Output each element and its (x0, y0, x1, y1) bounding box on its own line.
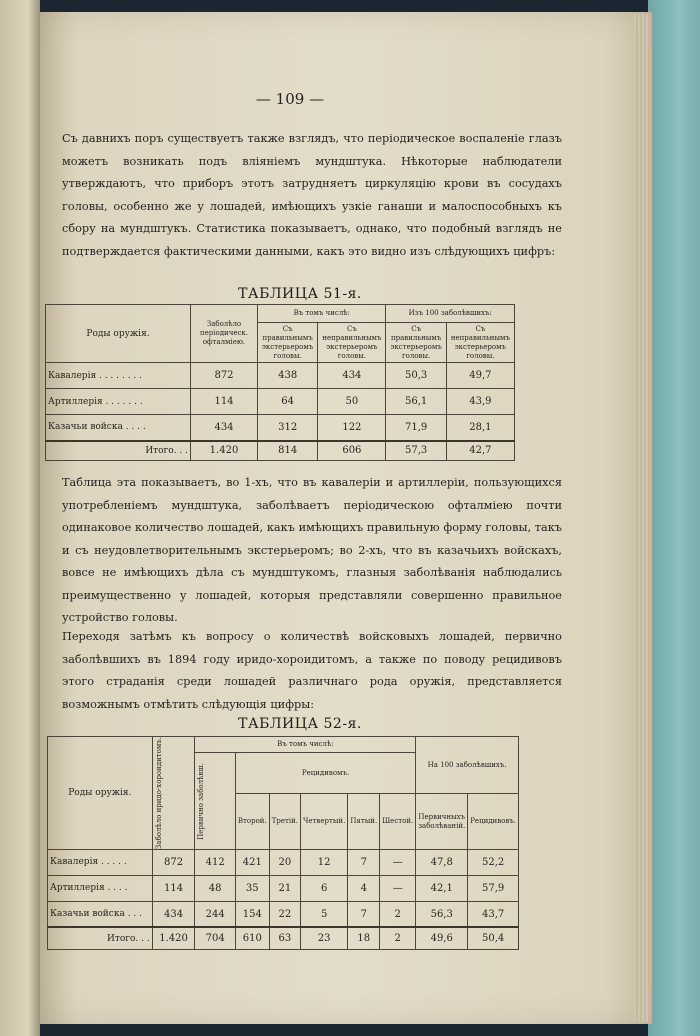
header-correct-2: Съ правильнымъ экстерьеромъ головы. (386, 323, 446, 363)
header-arm: Роды оружія. (46, 305, 191, 363)
header-relapse-3: Третій. (269, 794, 300, 850)
header-faulty-1: Съ неправильнымъ экстерьеромъ головы. (318, 323, 386, 363)
table-row: Казачьи войска . . . . 434 312 122 71,9 28,1 (46, 415, 515, 441)
paragraph-3: Переходя затѣмъ къ вопросу о количествѣ войсковыхъ лошадей, первично заболѣвшихъ въ 1894 году иридо-хороидитомъ, а также по поводу рецидивовъ этого страданія среди лошадей различнаго рода оружія, представляется возможнымъ отмѣтить слѣдующія цифры: (62, 630, 562, 711)
book-cover-edge (648, 0, 700, 1036)
table-row: Артиллерія . . . . 114 48 35 21 6 4 — 42,1 57,9 (48, 875, 519, 901)
header-per100: Изъ 100 заболѣвшихъ: (386, 305, 515, 323)
page-edges (634, 14, 650, 1022)
table-row: Артиллерія . . . . . . . 114 64 50 56,1 43,9 (46, 389, 515, 415)
header-faulty-2: Съ неправильнымъ экстерьеромъ головы. (446, 323, 514, 363)
table-row: Казачьи войска . . . 434 244 154 22 5 7 2 56,3 43,7 (48, 901, 519, 927)
table-total-row: Итого. . . 1.420 814 606 57,3 42,7 (46, 441, 515, 461)
header-including: Въ томъ числѣ: (195, 737, 416, 753)
header-sick: Заболѣло иридо-хороидитомъ. (154, 737, 163, 849)
facing-page (0, 0, 40, 1036)
table-total-row: Итого. . . 1.420 704 610 63 23 18 2 49,6 50,4 (48, 927, 519, 949)
header-including: Въ томъ числѣ: (258, 305, 386, 323)
header-primary: Первично заболѣвш. (197, 762, 206, 840)
table-51-title: ТАБЛИЦА 51-я. (238, 286, 362, 302)
header-relapse-per100: Рецидивовъ. (468, 794, 519, 850)
header-arm: Роды оружія. (48, 737, 153, 850)
header-relapse-4: Четвертый. (301, 794, 348, 850)
header-relapse-2: Второй. (235, 794, 269, 850)
page-number: — 109 — (255, 90, 325, 108)
header-sick: Заболѣло періодическ. офталміею. (191, 305, 258, 363)
header-per100: На 100 заболѣвшихъ. (416, 737, 519, 794)
header-primary-per100: Первичныхъ заболѣваній. (416, 794, 468, 850)
header-correct-1: Съ правильнымъ экстерьеромъ головы. (258, 323, 318, 363)
table-52 (47, 736, 519, 950)
paragraph-1: Съ давнихъ поръ существуетъ также взглядъ, что періодическое воспаленіе глазъ можетъ возникать подъ вліяніемъ мундштука. Нѣкоторые наблюдатели утверждаютъ, что приборъ этотъ затрудняетъ циркуляцію крови въ сосудахъ головы, особенно же у лошадей, имѣющихъ узкіе ганаши и малоспособныхъ къ сбору на мундштукъ. Статистика показываетъ, однако, что подобный взглядъ не подтверждается фактическими данными, какъ это видно изъ слѣдующихъ цифръ: (62, 132, 562, 258)
paragraph-2: Таблица эта показываетъ, во 1-хъ, что въ кавалеріи и артиллеріи, пользующихся употребленіемъ мундштука, заболѣваетъ періодическою офталміею почти одинаковое количество лошадей, какъ имѣющихъ правильную форму головы, такъ и съ неудовлетворительнымъ экстерьеромъ; во 2-хъ, что въ казачьихъ войскахъ, вовсе не имѣющихъ дѣла съ мундштукомъ, глазныя заболѣванія наблюдались преимущественно у лошадей, которыя представляли совершенно правильное устройство головы. (62, 476, 562, 624)
table-row: Кавалерія . . . . . 872 412 421 20 12 7 — 47,8 52,2 (48, 849, 519, 875)
table-row: Кавалерія . . . . . . . . 872 438 434 50,3 49,7 (46, 363, 515, 389)
header-relapse-5: Пятый. (348, 794, 380, 850)
table-52-title: ТАБЛИЦА 52-я. (238, 716, 362, 732)
header-relapse: Рецидивомъ. (235, 753, 415, 794)
header-relapse-6: Шестой. (380, 794, 416, 850)
table-51 (45, 304, 515, 461)
